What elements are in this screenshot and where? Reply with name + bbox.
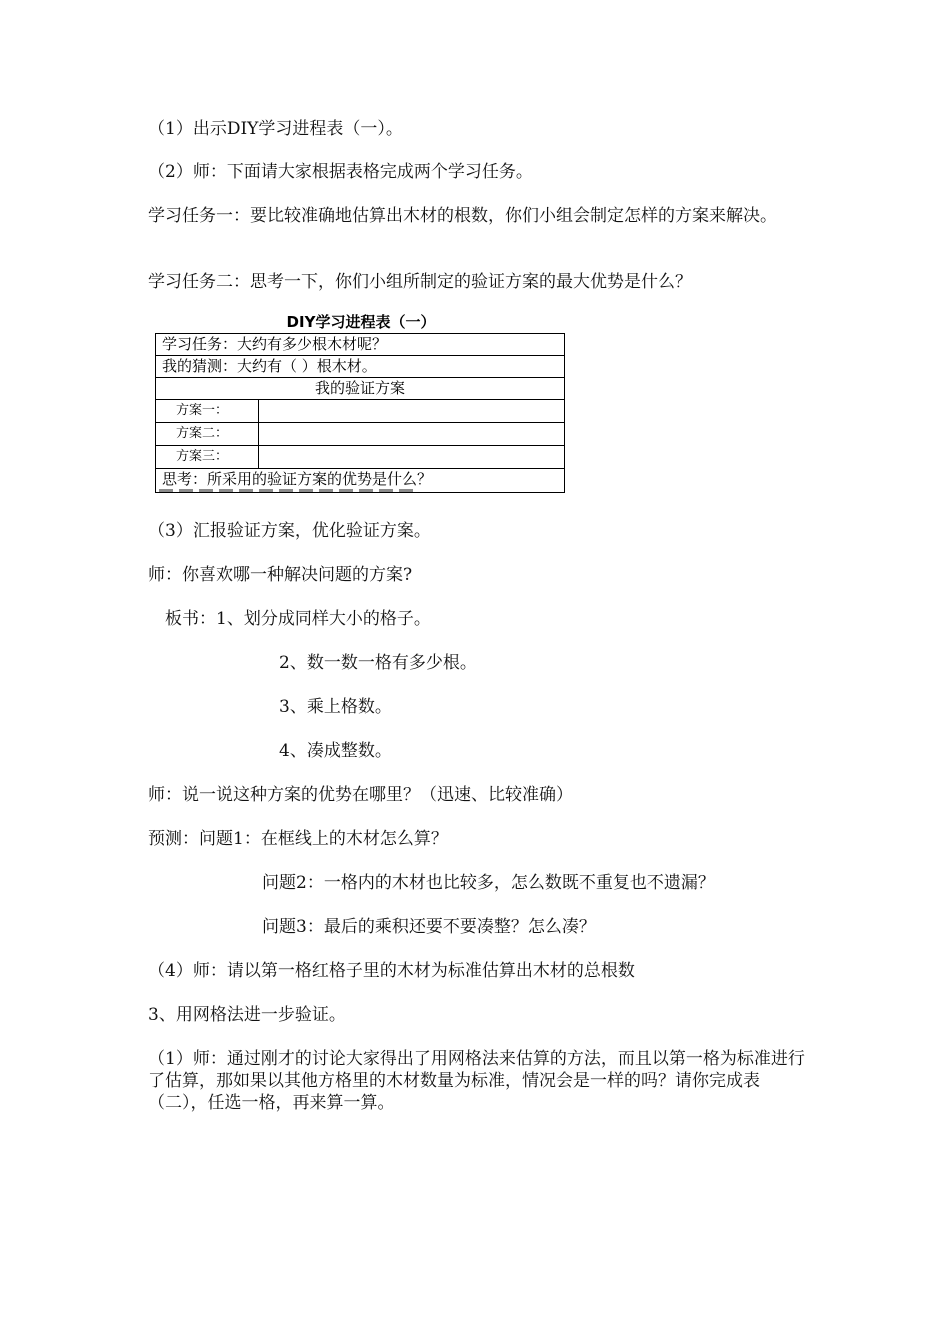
diy-table-think: 思考：所采用的验证方案的优势是什么？ bbox=[162, 470, 433, 488]
diy-table-title: DIY学习进程表（一） bbox=[286, 313, 436, 331]
diy-progress-table-image bbox=[155, 313, 567, 495]
diy-table-plan-divider bbox=[258, 423, 259, 445]
diy-table-plan-label: 方案二： bbox=[176, 426, 229, 441]
board-step-2: 2、数一数一格有多少根。 bbox=[279, 653, 477, 673]
paragraph-task-two: 学习任务二：思考一下，你们小组所制定的验证方案的最大优势是什么？ bbox=[148, 272, 692, 292]
diy-table-think-row bbox=[156, 469, 564, 491]
paragraph-grid-discussion: （1）师：通过刚才的讨论大家得出了用网格法来估算的方法，而且以第一格为标准进行了估算，那如果以其他方格里的木材数量为标准，情况会是一样的吗？请你完成表（二），任选一格，再来算一算。 bbox=[148, 1049, 805, 1113]
diy-table-guess: 我的猜测：大约有（ ）根木材。 bbox=[162, 357, 377, 375]
diy-table-plan-row bbox=[156, 400, 564, 423]
diy-table-guess-row bbox=[156, 356, 564, 378]
diy-table-plan-row bbox=[156, 423, 564, 446]
diy-table-task-row bbox=[156, 334, 564, 356]
prediction-question-3: 问题3：最后的乘积还要不要凑整？怎么凑？ bbox=[262, 917, 596, 937]
paragraph-show-table: （1）出示DIY学习进程表（一）。 bbox=[148, 119, 403, 139]
prediction-question-2: 问题2：一格内的木材也比较多，怎么数既不重复也不遗漏？ bbox=[262, 873, 715, 893]
diy-table bbox=[155, 333, 565, 493]
paragraph-report-plans: （3）汇报验证方案，优化验证方案。 bbox=[148, 521, 431, 541]
board-step-4: 4、凑成整数。 bbox=[279, 741, 392, 761]
diy-table-plan-divider bbox=[258, 446, 259, 468]
paragraph-advantage: 师：说一说这种方案的优势在哪里？（迅速、比较准确） bbox=[148, 785, 573, 805]
paragraph-teacher-instruction: （2）师：下面请大家根据表格完成两个学习任务。 bbox=[148, 162, 533, 182]
paragraph-estimate-total: （4）师：请以第一格红格子里的木材为标准估算出木材的总根数 bbox=[148, 961, 635, 981]
diy-table-plan-header-row bbox=[156, 378, 564, 400]
diy-table-task: 学习任务：大约有多少根木材呢？ bbox=[162, 335, 388, 353]
diy-table-plan-label: 方案三： bbox=[176, 449, 229, 464]
paragraph-task-one: 学习任务一：要比较准确地估算出木材的根数，你们小组会制定怎样的方案来解决。 bbox=[148, 206, 777, 226]
diy-table-plan-header: 我的验证方案 bbox=[314, 379, 405, 397]
diy-table-plan-label: 方案一： bbox=[176, 403, 229, 418]
cropped-row-remnant bbox=[159, 489, 419, 495]
paragraph-teacher-question: 师：你喜欢哪一种解决问题的方案? bbox=[148, 565, 413, 585]
section-grid-method: 3、用网格法进一步验证。 bbox=[148, 1005, 346, 1025]
prediction-question-1: 预测：问题1：在框线上的木材怎么算？ bbox=[148, 829, 448, 849]
board-step-3: 3、乘上格数。 bbox=[279, 697, 392, 717]
board-step-1: 板书：1、划分成同样大小的格子。 bbox=[165, 609, 431, 629]
diy-table-plan-row bbox=[156, 446, 564, 469]
diy-table-plan-divider bbox=[258, 400, 259, 422]
